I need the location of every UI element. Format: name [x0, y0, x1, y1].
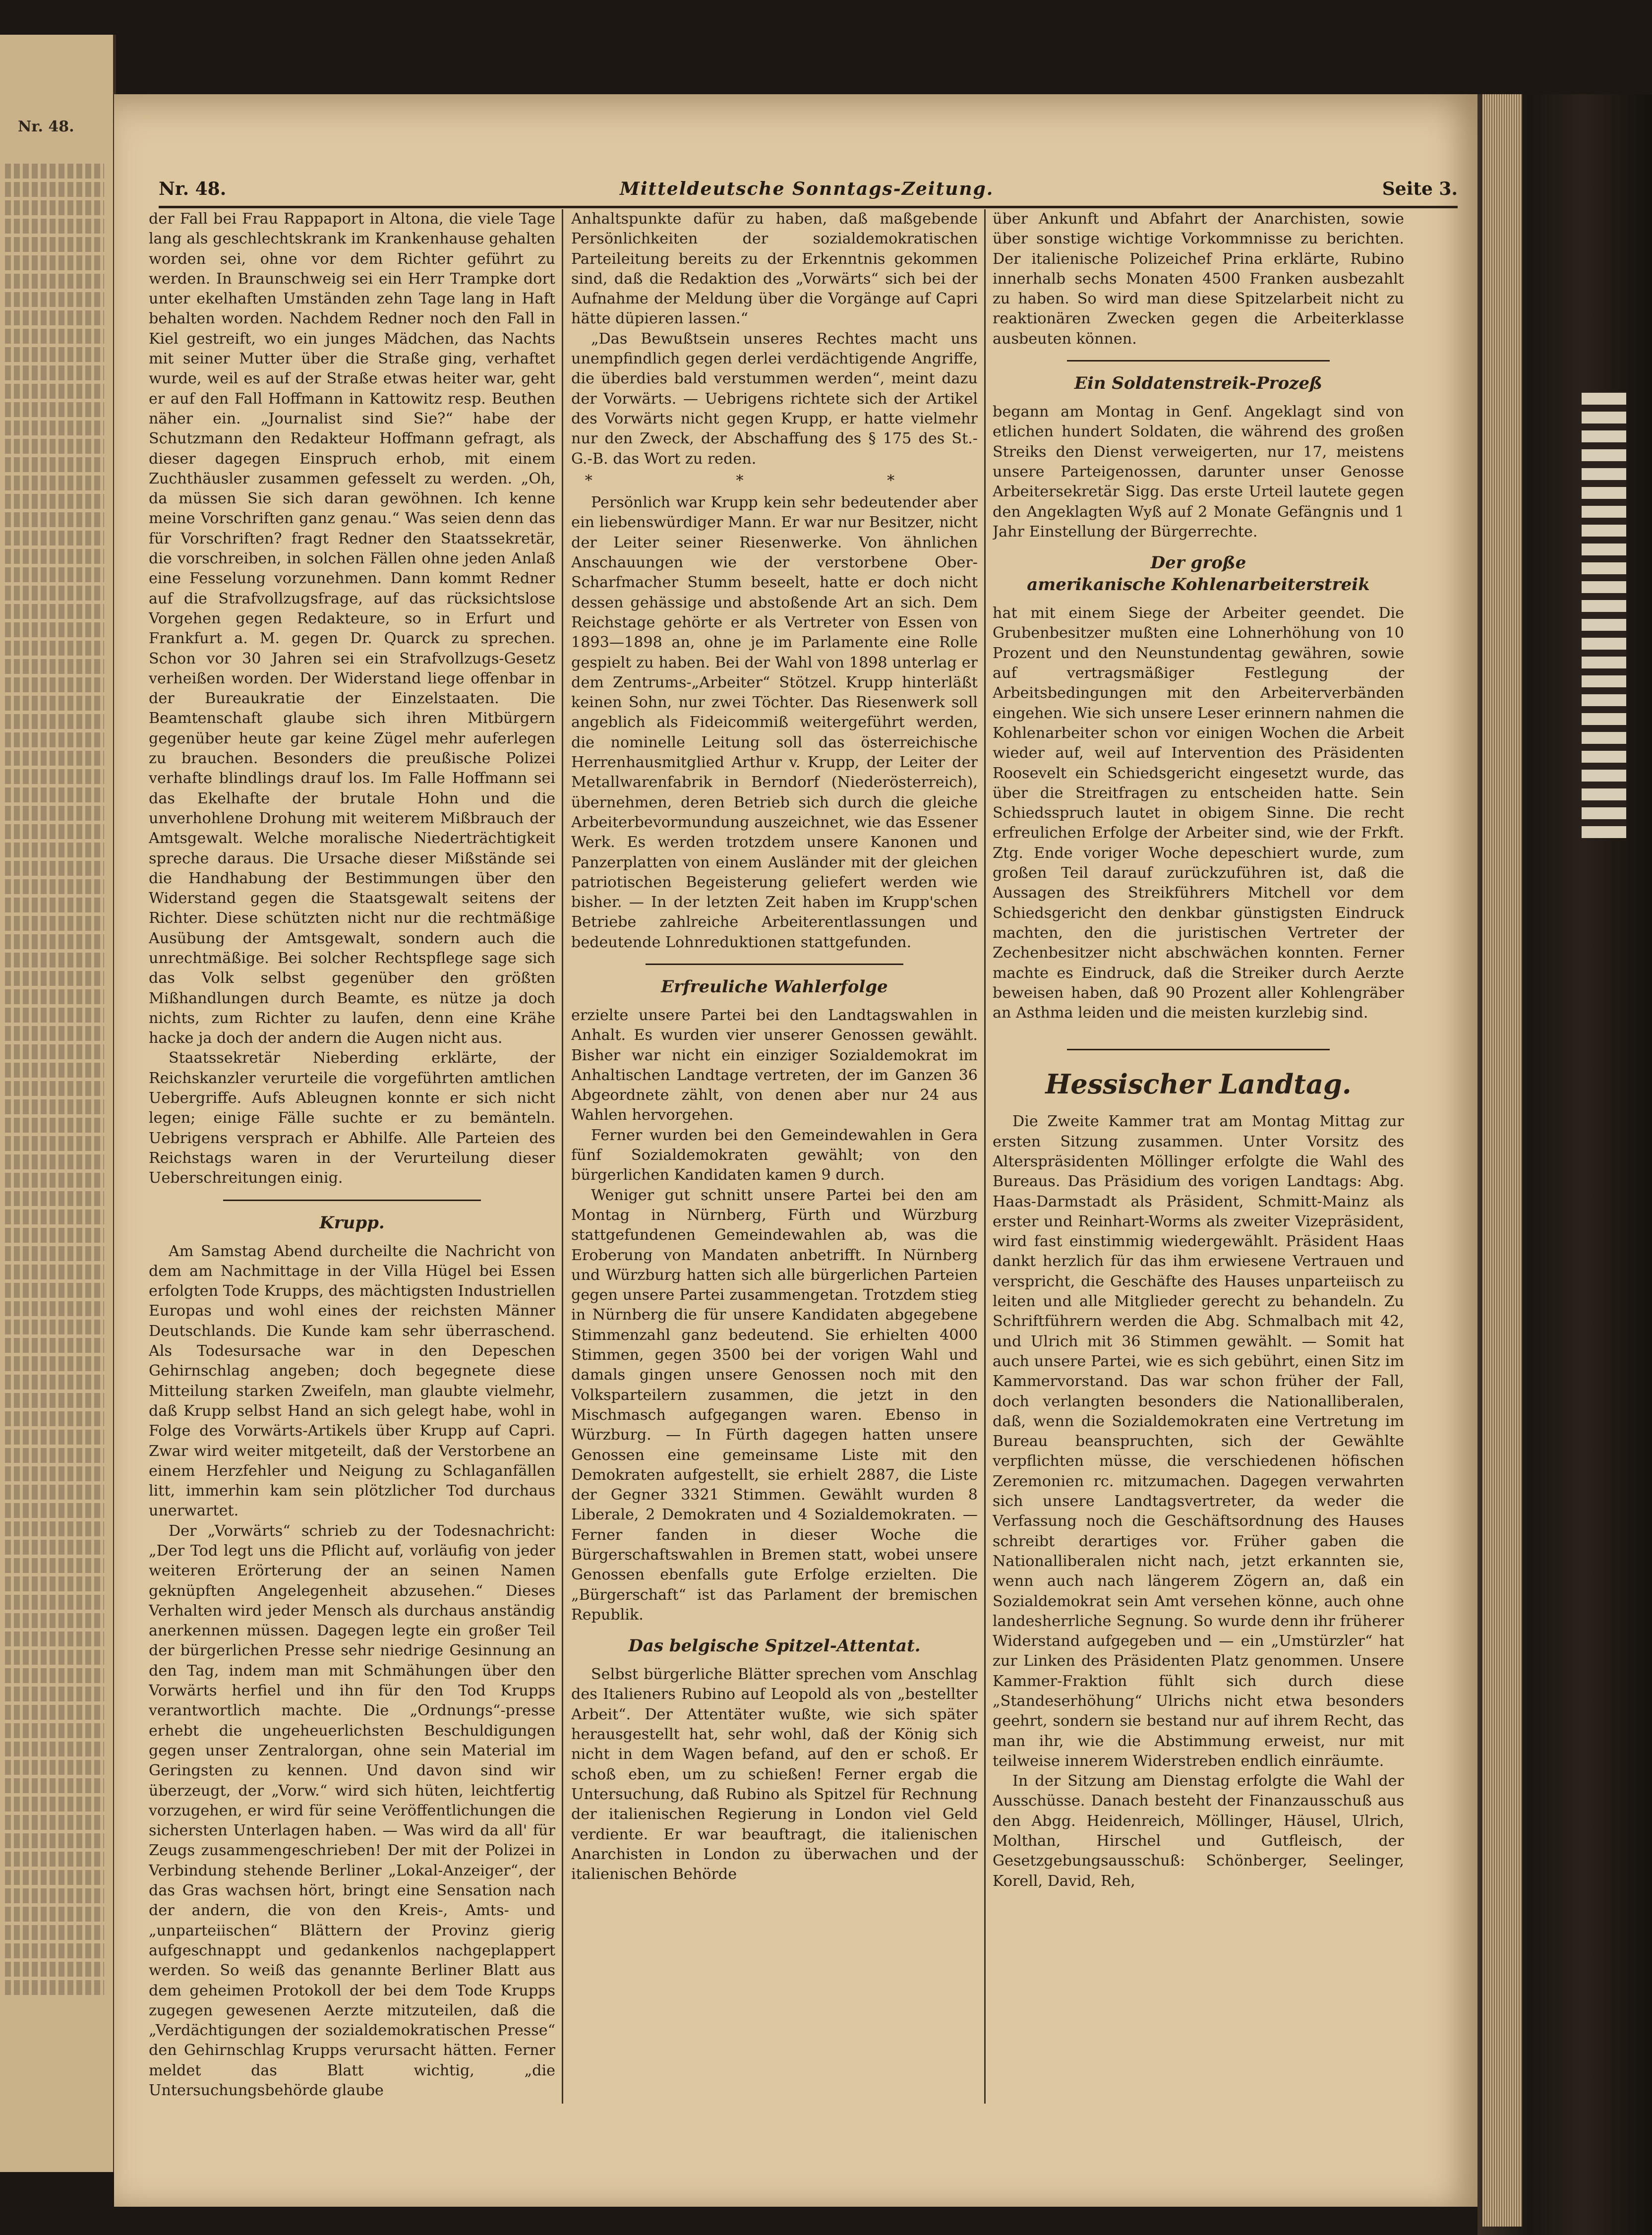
headline-hessischer-landtag: Hessischer Landtag.	[1045, 1068, 1352, 1100]
headline-krupp: Krupp.	[319, 1212, 385, 1233]
newspaper-page	[114, 94, 1477, 2207]
article-paragraph: erzielte unsere Partei bei den Landtagswahlen in Anhalt. Es wurden vier unserer Genossen gewählt. Bisher war nicht ein einziger Sozialdemokrat im Anhaltischen Landtage vertreten, der im Ganzen 36 Abgeordnete zählt, von denen aber nur 24 aus Wahlen hervorgehen.	[571, 1006, 978, 1124]
headline-spitzel-attentat: Das belgische Spitzel-Attentat.	[628, 1636, 921, 1656]
newspaper-title: Mitteldeutsche Sonntags-Zeitung.	[620, 179, 994, 199]
column-2	[571, 209, 978, 2118]
article-paragraph: „Das Bewußtsein unseres Rechtes macht uns unempfindlich gegen derlei verdächtigende Angriffe, die überdies bald verstummen werden“, meint dazu der Vorwärts. — Uebrigens richtete sich der Artikel des Vorwärts nicht gegen Krupp, er hatte vielmehr nur den Zweck, der Abschaffung des § 175 des St.-G.-B. das Wort zu reden.	[571, 330, 978, 468]
article-paragraph: begann am Montag in Genf. Angeklagt sind von etlichen hundert Soldaten, die während des großen Streiks den Dienst verweigerten, nur 17, meistens unsere Parteigenossen, darunter unser Genosse Arbeitersekretär Sigg. Das erste Urteil lautete gegen den Angeklagten Wyß auf 2 Monate Gefängnis und 1 Jahr Einstellung der Bürgerrechte.	[993, 403, 1404, 541]
headline-kohlenarbeiterstreik	[993, 552, 1404, 596]
article-paragraph: Staatssekretär Nieberding erklärte, der Reichskanzler verurteile die vorgeführten amtlichen Uebergriffe. Aufs Ableugnen konnte er sich nicht legen; einige Fälle suchte er zu bemänteln. Uebrigens versprach er Abhilfe. Alle Parteien des Reichstags waren in der Verurteilung dieser Ueberschreitungen einig.	[149, 1049, 555, 1187]
asterisk-separator: * * *	[585, 472, 964, 489]
article-paragraph: hat mit einem Siege der Arbeiter geendet. Die Grubenbesitzer mußten eine Lohnerhöhung von 10 Prozent und den Neunstundentag gewähren, sowie auf vertragsmäßiger Festlegung der Arbeitsbedingungen mit den Arbeiterverbänden eingehen. Wie sich unsere Leser erinnern nahmen die Kohlenarbeiter schon vor einigen Wochen die Arbeit wieder auf, weil auf Intervention des Präsidenten Roosevelt ein Schiedsgericht eingesetzt wurde, das über die Streitfragen zu entscheiden hatte. Sein Schiedsspruch lautet in obigem Sinne. Die recht erfreulichen Erfolge der Arbeiter sind, wie der Frkft. Ztg. Ende voriger Woche depeschiert wurde, zum großen Teil darauf zurückzuführen ist, daß die Aussagen des Streikführers Mitchell vor dem Schiedsgericht den denkbar günstigsten Eindruck machten, den die juristischen Vertreter der Zechenbesitzer nicht abschwächen konnten. Ferner machte es Eindruck, daß die Streiker durch Aerzte beweisen haben, daß 90 Prozent aller Kohlengräber an Asthma leiden und die meisten kurzlebig sind.	[993, 604, 1404, 1022]
book-binding	[1477, 94, 1652, 2235]
previous-page-text-fragments	[5, 164, 104, 1998]
article-paragraph: Ferner wurden bei den Gemeindewahlen in Gera fünf Sozialdemokraten gewählt; von den bürgerlichen Kandidaten kamen 9 durch.	[571, 1126, 978, 1184]
column-3	[993, 209, 1404, 2118]
article-paragraph: Selbst bürgerliche Blätter sprechen vom Anschlag des Italieners Rubino auf Leopold als von „bestellter Arbeit“. Der Attentäter wußte, wie sich später herausgestellt hat, sehr wohl, daß der König sich nicht in dem Wagen befand, auf den er schoß. Er schoß eben, um zu schießen! Ferner ergab die Untersuchung, daß Rubino als Spitzel für Rechnung der italienischen Regierung in London viel Geld verdiente. Er war beauftragt, die italienischen Anarchisten in London zu überwachen und der italienischen Behörde	[571, 1666, 978, 1883]
page-number: Seite 3.	[1382, 179, 1458, 199]
page-header	[159, 179, 1458, 208]
article-paragraph: Am Samstag Abend durcheilte die Nachricht von dem am Nachmittage in der Villa Hügel bei Essen erfolgten Tode Krupps, des mächtigsten Industriellen Europas und wohl eines der reichsten Männer Deutschlands. Die Kunde kam sehr überraschend. Als Todesursache war in den Depeschen Gehirnschlag angeben; doch begegnete diese Mitteilung starken Zweifeln, man glaubte vielmehr, daß Krupp selbst Hand an sich gelegt habe, wohl in Folge des Vorwärts-Artikels über Krupp auf Capri. Zwar wird weiter mitgeteilt, daß der Verstorbene an einem Herzfehler und Neigung zu Schlaganfällen litt, immerhin kam sein plötzlicher Tod durchaus unerwartet.	[149, 1242, 555, 1520]
headline-wahlerfolge: Erfreuliche Wahlerfolge	[661, 976, 888, 997]
article-paragraph: Die Zweite Kammer trat am Montag Mittag zur ersten Sitzung zusammen. Unter Vorsitz des Alterspräsidenten Möllinger erfolgte die Wahl des Bureaus. Das Präsidium des vorigen Landtags: Abg. Haas-Darmstadt als Präsident, Schmitt-Mainz als erster und Reinhart-Worms als zweiter Vizepräsident, wird fast einstimmig wiedergewählt. Präsident Haas dankt herzlich für das ihm erwiesene Vertrauen und verspricht, die Geschäfte des Hauses unparteiisch zu leiten und alle Mitglieder gerecht zu behandeln. Zu Schriftführern werden die Abg. Schmalbach mit 42, und Ulrich mit 36 Stimmen gewählt. — Somit hat auch unsere Partei, wie es sich gebührt, einen Sitz im Kammervorstand. Das war schon früher der Fall, doch verlangten besonders die Nationalliberalen, daß, wenn die Sozialdemokraten eine Vertretung im Bureau beanspruchten, sich der Gewählte verpflichten müsse, die verschiedenen höfischen Zeremonien rc. mitzumachen. Dagegen verwahrten sich unsere Landtagsvertreter, da weder die Verfassung noch die Geschäftsordnung des Hauses schreibt derartiges vor. Früher gaben die Nationalliberalen nicht nach, jetzt erkannten sie, wenn auch nach längerem Zögern an, daß ein Sozialdemokrat sein Amt versehen könne, auch ohne landesherrliche Segnung. So wurde denn ihr früherer Widerstand aufgegeben und — ein „Umstürzler“ hat zur Linken des Präsidenten Platz genommen. Unsere Kammer-Fraktion fühlt sich durch diese „Standeserhöhung“ Ulrichs nicht etwa besonders geehrt, sondern sie bestand nur auf ihrem Recht, das man ihr, wie die Abstimmung erweist, nur mit teilweise innerem Widerstreben endlich einräumte.	[993, 1113, 1404, 1770]
article-paragraph: Anhaltspunkte dafür zu haben, daß maßgebende Persönlichkeiten der sozialdemokratischen Parteileitung bereits zu der Erkenntnis gekommen sind, daß die Redaktion des „Vorwärts“ sich bei der Aufnahme der Meldung über die Vorgänge auf Capri hätte düpieren lassen.“	[571, 210, 978, 328]
previous-page-number: Nr. 48.	[18, 118, 74, 135]
page-stack-edge	[1482, 94, 1522, 2227]
issue-number: Nr. 48.	[159, 179, 227, 199]
section-divider	[1067, 360, 1330, 362]
header-rule	[159, 206, 1458, 208]
previous-page-edge	[0, 35, 116, 2172]
article-paragraph: über Ankunft und Abfahrt der Anarchisten, sowie über sonstige wichtige Vorkommnisse zu berichten. Der italienische Polizeichef Prina erklärte, Rubino innerhalb sechs Monaten 4500 Franken ausbezahlt zu haben. So wird man diese Spitzelarbeit nicht zu reaktionären Zwecken gegen die Arbeiterklasse ausbeuten können.	[993, 210, 1404, 348]
article-paragraph: Persönlich war Krupp kein sehr bedeutender aber ein liebenswürdiger Mann. Er war nur Besitzer, nicht der Leiter seiner Riesenwerke. Von ähnlichen Anschauungen wie der verstorbene Ober-Scharfmacher Stumm beseelt, hatte er doch nicht dessen gehässige und abstoßende Art an sich. Dem Reichstage gehörte er als Vertreter von Essen von 1893—1898 an, ohne je im Parlamente eine Rolle gespielt zu haben. Bei der Wahl von 1898 unterlag er dem Zentrums-„Arbeiter“ Stötzel. Krupp hinterläßt keinen Sohn, nur zwei Töchter. Das Riesenwerk soll angeblich als Fideicommiß weitergeführt werden, die nominelle Leitung soll das österreichische Herrenhausmitglied Arthur v. Krupp, der Leiter der Metallwarenfabrik in Berndorf (Niederösterreich), übernehmen, deren Betrieb sich durch die gleiche Arbeiterbevormundung auszeichnet, wie das Essener Werk. Es werden trotzdem unsere Kanonen und Panzerplatten von einem Ausländer mit der gleichen patriotischen Begeisterung geliefert werden wie bisher. — In der letzten Zeit haben im Krupp'schen Betriebe zahlreiche Arbeiterentlassungen und bedeutende Lohnreduktionen stattgefunden.	[571, 494, 978, 951]
article-paragraph: Der „Vorwärts“ schrieb zu der Todesnachricht: „Der Tod legt uns die Pflicht auf, vorläufig von jeder weiteren Erörterung der an seinen Namen geknüpften Angelegenheit abzusehen.“ Dieses Verhalten wird jeder Mensch als durchaus anständig anerkennen müssen. Dagegen legte ein großer Teil der bürgerlichen Presse sehr niedrige Gesinnung an den Tag, indem man mit Schmähungen über den Vorwärts herfiel und ihn für den Tod Krupps verantwortlich machte. Die „Ordnungs“-presse erhebt die ungeheuerlichsten Beschuldigungen gegen unser Zentralorgan, ohne sein Material im Geringsten zu kennen. Und davon sind wir überzeugt, der „Vorw.“ wird sich hüten, leichtfertig vorzugehen, er wird für seine Veröffentlichungen die sichersten Unterlagen haben. — Was wird da all' für Zeugs zusammengeschrieben! Der mit der Polizei in Verbindung stehende Berliner „Lokal-Anzeiger“, der das Gras wachsen hört, bringt eine Sensation nach der andern, die von den Kreis-, Amts- und „unparteiischen“ Blättern der Provinz gierig aufgeschnappt und gedankenlos nachgeplappert werden. So weiß das genannte Berliner Blatt aus dem geheimen Protokoll der bei dem Tode Krupps zugegen gewesenen Aerzte mitzuteilen, daß die „Verdächtigungen der sozialdemokratischen Presse“ den Gehirnschlag Krupps verursacht hätten. Ferner meldet das Blatt wichtig, „die Untersuchungsbehörde glaube	[149, 1522, 555, 2100]
section-divider	[223, 1200, 481, 1201]
column-rule	[562, 209, 563, 2104]
article-paragraph: der Fall bei Frau Rappaport in Altona, die viele Tage lang als geschlechtskrank im Krankenhause gehalten worden sei, ohne vor dem Richter geführt zu werden. In Braunschweig sei ein Herr Trampke dort unter ekelhaften Umständen zehn Tage lang in Haft behalten worden. Nachdem Redner noch den Fall in Kiel gestreift, wo ein junges Mädchen, das Nachts mit seiner Mutter über die Straße ging, verhaftet wurde, weil es auf der Straße etwas heiter war, geht er auf den Fall Hoffmann in Kattowitz resp. Beuthen näher ein. „Journalist sind Sie?“ habe der Schutzmann den Redakteur Hoffmann gefragt, als dieser dagegen Einspruch erhob, mit einem Zuchthäusler zusammen gefesselt zu werden. „Oh, da müssen Sie sich daran gewöhnen. Ich kenne meine Vorschriften ganz genau.“ Was seien denn das für Vorschriften? fragt Redner den Staatssekretär, die vorschreiben, in solchen Fällen ohne jeden Anlaß eine Fesselung vorzunehmen. Dann kommt Redner auf die Strafvollzugsfrage, auf das rücksichtslose Vorgehen gegen Redakteure, so in Erfurt und Frankfurt a. M. gegen Dr. Quarck zu sprechen. Schon vor 30 Jahren sei ein Strafvollzugs-Gesetz verheißen worden. Der Widerstand liege offenbar in der Bureaukratie der Einzelstaaten. Die Beamtenschaft glaube sich ihren Mitbürgern gegenüber heute gar keine Zügel mehr auferlegen zu brauchen. Besonders die preußische Polizei verhafte blindlings drauf los. Im Falle Hoffmann sei das Ekelhafte der brutale Hohn und die unverhohlene Drohung mit weiterem Mißbrauch der Amtsgewalt. Welche moralische Niederträchtigkeit spreche daraus. Die Ursache dieser Mißstände sei die Handhabung der Bestimmungen über den Widerstand gegen die Staatsgewalt seitens der Richter. Diese schützten nicht nur die rechtmäßige Ausübung der Amtsgewalt, sondern auch die unrechtmäßige. Bei solcher Rechtspflege sage sich das Volk selbst gegenüber den größten Mißhandlungen durch Beamte, es nütze ja doch nichts, zum Richter zu laufen, denn eine Krähe hacke ja doch der andern die Augen nicht aus.	[149, 210, 555, 1047]
spine-label	[1582, 392, 1626, 838]
headline-line: Der große	[1150, 553, 1246, 573]
column-rule	[984, 209, 986, 2104]
article-paragraph: Weniger gut schnitt unsere Partei bei den am Montag in Nürnberg, Fürth und Würzburg stattgefundenen Gemeindewahlen ab, was die Eroberung von Mandaten anbetrifft. In Nürnberg und Würzburg hatten sich alle bürgerlichen Parteien gegen unsere Partei zusammengetan. Trotzdem stieg in Nürnberg die für unsere Kandidaten abgegebene Stimmenzahl ganz bedeutend. Sie erhielten 4000 Stimmen, gegen 3500 bei der vorigen Wahl und damals gingen unsere Genossen noch mit den Volksparteilern zusammen, die jetzt in den Mischmasch aufgegangen waren. Ebenso in Würzburg. — In Fürth dagegen hatten unsere Genossen eine gemeinsame Liste mit den Demokraten aufgestellt, sie erhielt 2887, die Liste der Gegner 3321 Stimmen. Gewählt wurden 8 Liberale, 2 Demokraten und 4 Sozialdemokraten. — Ferner fanden in dieser Woche die Bürgerschaftswahlen in Bremen statt, wobei unsere Genossen ebenfalls gute Erfolge erzielten. Die „Bürgerschaft“ ist das Parlament der bremischen Republik.	[571, 1186, 978, 1624]
section-divider	[646, 964, 903, 965]
headline-line: amerikanische Kohlenarbeiterstreik	[1027, 575, 1370, 595]
section-divider	[1067, 1049, 1330, 1050]
headline-soldatenstreik: Ein Soldatenstreik-Prozeß	[1074, 373, 1322, 394]
article-paragraph: In der Sitzung am Dienstag erfolgte die Wahl der Ausschüsse. Danach besteht der Finanzausschuß aus den Abgg. Heidenreich, Möllinger, Häusel, Ulrich, Molthan, Hirschel und Gutfleisch, der Gesetzgebungsausschuß: Schönberger, Seelinger, Korell, David, Reh,	[993, 1772, 1404, 1890]
column-1	[149, 209, 555, 2118]
